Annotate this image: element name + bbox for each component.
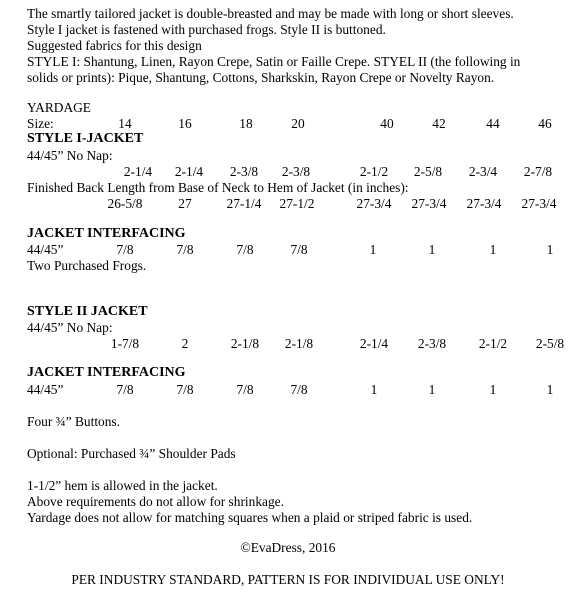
table-cell: 1 bbox=[546, 382, 554, 397]
intro-line-4: STYLE I: Shantung, Linen, Rayon Crepe, Satin or Faille Crepe. STYEL II (the following in bbox=[27, 54, 521, 69]
table-cell: 7/8 bbox=[176, 382, 194, 397]
note-hem: 1-1/2” hem is allowed in the jacket. bbox=[27, 478, 218, 493]
style1-notion: Two Purchased Frogs. bbox=[27, 258, 147, 273]
table-cell: 27-3/4 bbox=[466, 196, 502, 211]
style2-interfacing-heading: JACKET INTERFACING bbox=[27, 365, 186, 380]
table-cell: 1 bbox=[489, 242, 497, 257]
table-cell: 7/8 bbox=[116, 382, 134, 397]
style2-fabric-row bbox=[0, 336, 576, 352]
table-cell: 2-5/8 bbox=[535, 336, 565, 351]
table-cell: 1 bbox=[369, 242, 377, 257]
note-shrinkage: Above requirements do not allow for shrinkage. bbox=[27, 494, 284, 509]
table-cell: 2-1/2 bbox=[359, 164, 389, 179]
table-cell: 2-3/4 bbox=[468, 164, 498, 179]
table-cell: 2-1/4 bbox=[123, 164, 153, 179]
table-cell: 27-3/4 bbox=[356, 196, 392, 211]
table-cell: 1 bbox=[489, 382, 497, 397]
table-cell: 2 bbox=[181, 336, 189, 351]
table-cell: 40 bbox=[380, 116, 394, 131]
table-cell: 26-5/8 bbox=[107, 196, 143, 211]
table-cell: 7/8 bbox=[290, 242, 308, 257]
style2-heading: STYLE II JACKET bbox=[27, 304, 148, 319]
footer-notice: PER INDUSTRY STANDARD, PATTERN IS FOR INDIVIDUAL USE ONLY! bbox=[71, 572, 505, 587]
table-cell: 42 bbox=[432, 116, 446, 131]
table-cell: 2-7/8 bbox=[523, 164, 553, 179]
table-cell: 27-3/4 bbox=[521, 196, 557, 211]
intro-line-1: The smartly tailored jacket is double-breasted and may be made with long or short sleeves. bbox=[27, 6, 514, 21]
table-cell: 27 bbox=[178, 196, 192, 211]
intro-line-5: solids or prints): Pique, Shantung, Cottons, Sharkskin, Rayon Crepe or Novelty Rayon. bbox=[27, 70, 495, 85]
table-cell: 1 bbox=[428, 242, 436, 257]
style1-back-length-row bbox=[0, 196, 576, 212]
style1-interfacing-row bbox=[0, 242, 576, 258]
table-cell: 2-1/8 bbox=[230, 336, 260, 351]
table-cell: 7/8 bbox=[236, 382, 254, 397]
table-cell: 27-1/2 bbox=[279, 196, 315, 211]
style1-interfacing-label: 44/45” bbox=[27, 242, 64, 257]
table-cell: 20 bbox=[291, 116, 305, 131]
table-cell: 7/8 bbox=[176, 242, 194, 257]
table-cell: 1 bbox=[428, 382, 436, 397]
copyright: ©EvaDress, 2016 bbox=[240, 540, 336, 555]
style2-interfacing-row bbox=[0, 382, 576, 398]
table-cell: 2-3/8 bbox=[417, 336, 447, 351]
table-cell: 2-5/8 bbox=[413, 164, 443, 179]
table-cell: 2-1/4 bbox=[174, 164, 204, 179]
table-cell: 7/8 bbox=[236, 242, 254, 257]
table-cell: 7/8 bbox=[290, 382, 308, 397]
yardage-heading: YARDAGE bbox=[27, 100, 91, 115]
size-label: Size: bbox=[27, 116, 54, 131]
table-cell: 46 bbox=[538, 116, 552, 131]
table-cell: 27-3/4 bbox=[411, 196, 447, 211]
style2-interfacing-label: 44/45” bbox=[27, 382, 64, 397]
table-cell: 27-1/4 bbox=[226, 196, 262, 211]
style1-interfacing-heading: JACKET INTERFACING bbox=[27, 226, 186, 241]
style1-heading: STYLE I-JACKET bbox=[27, 131, 144, 146]
style1-fabric-row bbox=[0, 164, 576, 180]
style1-fabric-label: 44/45” No Nap: bbox=[27, 148, 113, 163]
table-cell: 18 bbox=[239, 116, 253, 131]
table-cell: 7/8 bbox=[116, 242, 134, 257]
table-cell: 1 bbox=[370, 382, 378, 397]
style1-back-length-label: Finished Back Length from Base of Neck to Hem of Jacket (in inches): bbox=[27, 180, 409, 195]
table-cell: 1-7/8 bbox=[110, 336, 140, 351]
table-cell: 2-1/8 bbox=[284, 336, 314, 351]
table-cell: 2-1/4 bbox=[359, 336, 389, 351]
intro-line-2: Style I jacket is fastened with purchased frogs. Style II is buttoned. bbox=[27, 22, 386, 37]
table-cell: 44 bbox=[486, 116, 500, 131]
style2-fabric-label: 44/45” No Nap: bbox=[27, 320, 113, 335]
table-cell: 1 bbox=[546, 242, 554, 257]
table-cell: 2-3/8 bbox=[281, 164, 311, 179]
table-cell: 16 bbox=[178, 116, 192, 131]
optional-shoulder-pads: Optional: Purchased ¾” Shoulder Pads bbox=[27, 446, 236, 461]
style2-notion: Four ¾” Buttons. bbox=[27, 414, 120, 429]
size-row bbox=[0, 116, 576, 132]
table-cell: 2-1/2 bbox=[478, 336, 508, 351]
note-matching: Yardage does not allow for matching squares when a plaid or striped fabric is used. bbox=[27, 510, 473, 525]
intro-line-3: Suggested fabrics for this design bbox=[27, 38, 202, 53]
table-cell: 2-3/8 bbox=[229, 164, 259, 179]
table-cell: 14 bbox=[118, 116, 132, 131]
